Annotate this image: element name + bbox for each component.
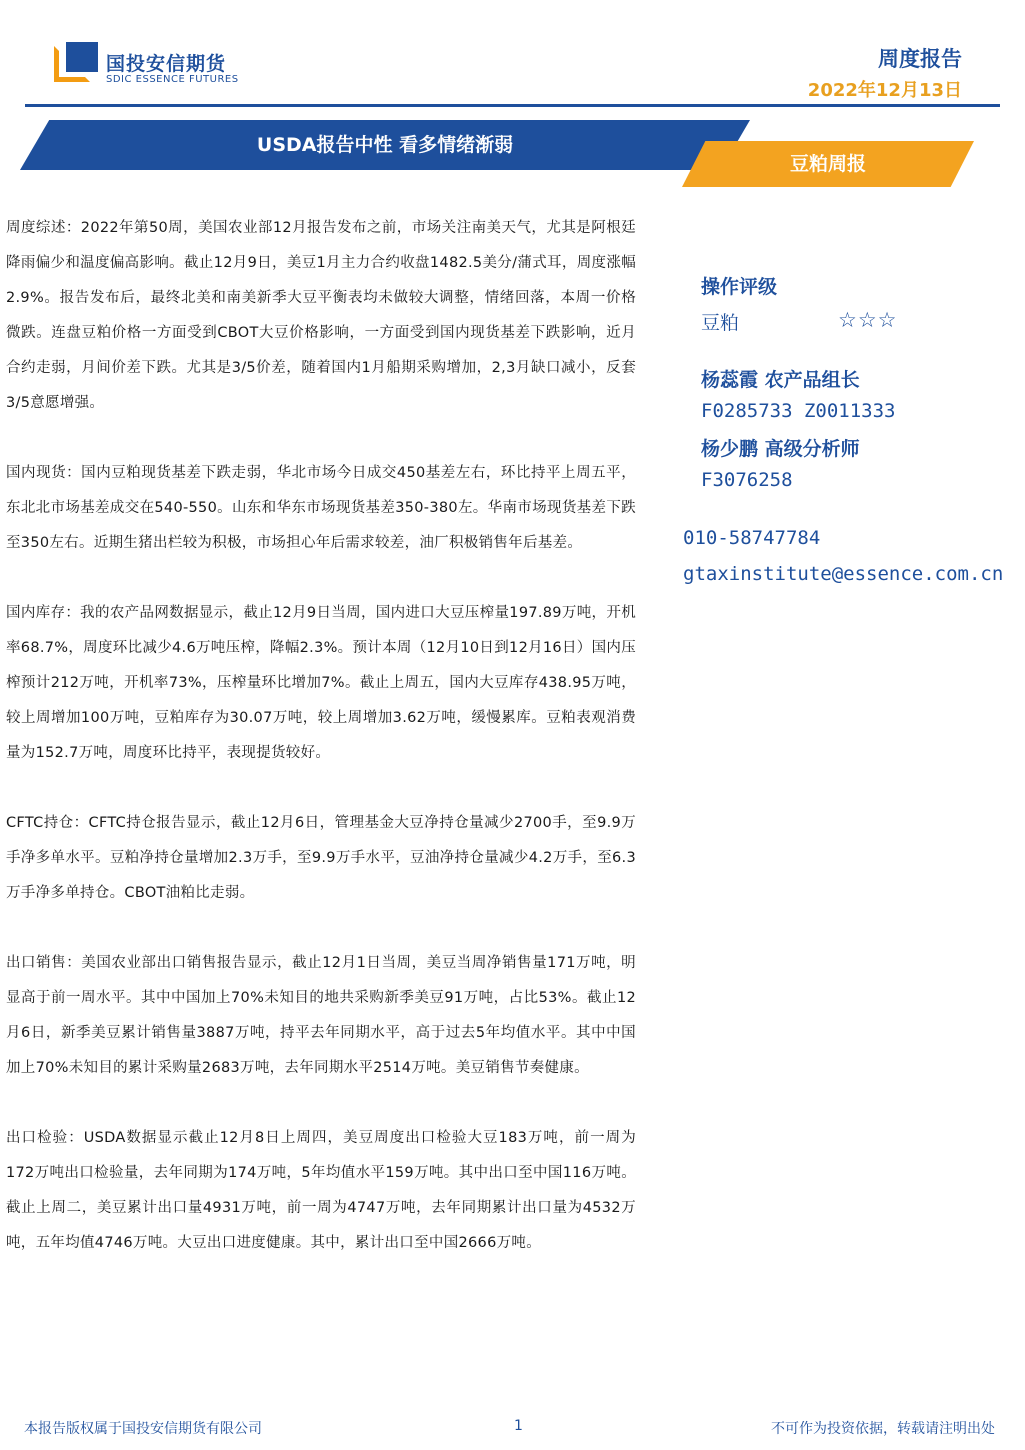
header-divider — [25, 104, 1000, 107]
analyst-id: F0285733 Z0011333 — [701, 400, 896, 422]
report-date: 2022年12月13日 — [807, 80, 962, 101]
rating-item: 豆粕 — [701, 312, 740, 334]
page-number: 1 — [514, 1418, 523, 1434]
report-type: 周度报告 — [878, 47, 962, 71]
contact-phone: 010-58747784 — [683, 527, 821, 549]
analyst-id: F3076258 — [701, 469, 793, 491]
contact-email[interactable]: gtaxinstitute@essence.com.cn — [683, 563, 1004, 585]
rating-title: 操作评级 — [701, 276, 778, 298]
rating-stars: ☆☆☆ — [838, 308, 898, 332]
paragraph-export-inspection: 出口检验：USDA数据显示截止12月8日上周四，美豆周度出口检验大豆183万吨，前一周为172万吨出口检验量，去年同期为174万吨，5年均值水平159万吨。其中出口至中国116万吨。截止上周二，美豆累计出口量4931万吨，前一周为4747万吨，去年同期累计出口量为4532万吨，五年均值4746万吨。大豆出口进度健康。其中，累计出口至中国2666万吨。 — [6, 1130, 636, 1251]
footer-copyright: 本报告版权属于国投安信期货有限公司 — [24, 1421, 262, 1437]
report-title: USDA报告中性 看多情绪渐弱 — [256, 134, 514, 156]
paragraph-cftc-positions: CFTC持仓：CFTC持仓报告显示，截止12月6日，管理基金大豆净持仓量减少2700手，至9.9万手净多单水平。豆粕净持仓量增加2.3万手，至9.9万手水平，豆油净持仓量减少4.2万手，至6.3万手净多单持仓。CBOT油粕比走弱。 — [6, 815, 636, 901]
paragraph-domestic-spot: 国内现货：国内豆粕现货基差下跌走弱，华北市场今日成交450基差左右，环比持平上周五平，东北北市场基差成交在540-550。山东和华东市场现货基差350-380左。华南市场现货基差下跌至350左右。近期生猪出栏较为积极，市场担心年后需求较差，油厂积极销售年后基差。 — [6, 465, 636, 551]
paragraph-export-sales: 出口销售：美国农业部出口销售报告显示，截止12月1日当周，美豆当周净销售量171万吨，明显高于前一周水平。其中中国加上70%未知目的地共采购新季美豆91万吨，占比53%。截止12月6日，新季美豆累计销售量3887万吨，持平去年同期水平，高于过去5年均值水平。其中中国加上70%未知目的累计采购量2683万吨，去年同期水平2514万吨。美豆销售节奏健康。 — [6, 955, 636, 1076]
footer-disclaimer: 不可作为投资依据，转载请注明出处 — [771, 1421, 995, 1437]
analyst-name: 杨蕊霞 农产品组长 — [701, 369, 860, 391]
company-logo — [54, 42, 98, 84]
main-content — [6, 211, 636, 1296]
company-name-cn: 国投安信期货 — [106, 53, 227, 75]
paragraph-domestic-inventory: 国内库存：我的农产品网数据显示，截止12月9日当周，国内进口大豆压榨量197.89万吨，开机率68.7%，周度环比减少4.6万吨压榨，降幅2.3%。预计本周（12月10日到12月16日）国内压榨预计212万吨，开机率73%，压榨量环比增加7%。截止上周五，国内大豆库存438.95万吨，较上周增加100万吨，豆粕库存为30.07万吨，较上周增加3.62万吨，缓慢累库。豆粕表观消费量为152.7万吨，周度环比持平，表现提货较好。 — [6, 605, 636, 761]
paragraph-weekly-summary: 周度综述：2022年第50周，美国农业部12月报告发布之前，市场关注南美天气，尤其是阿根廷降雨偏少和温度偏高影响。截止12月9日，美豆1月主力合约收盘1482.5美分/蒲式耳，周度涨幅2.9%。报告发布后，最终北美和南美新季大豆平衡表均未做较大调整，情绪回落，本周一价格微跌。连盘豆粕价格一方面受到CBOT大豆价格影响，一方面受到国内现货基差下跌影响，近月合约走弱，月间价差下跌。尤其是3/5价差，随着国内1月船期采购增加，2,3月缺口减小，反套3/5意愿增强。 — [6, 220, 636, 411]
logo-blue-square — [66, 42, 98, 72]
report-tag: 豆粕周报 — [789, 153, 866, 175]
company-name-en: SDIC ESSENCE FUTURES — [106, 74, 239, 85]
analyst-name: 杨少鹏 高级分析师 — [701, 438, 860, 460]
